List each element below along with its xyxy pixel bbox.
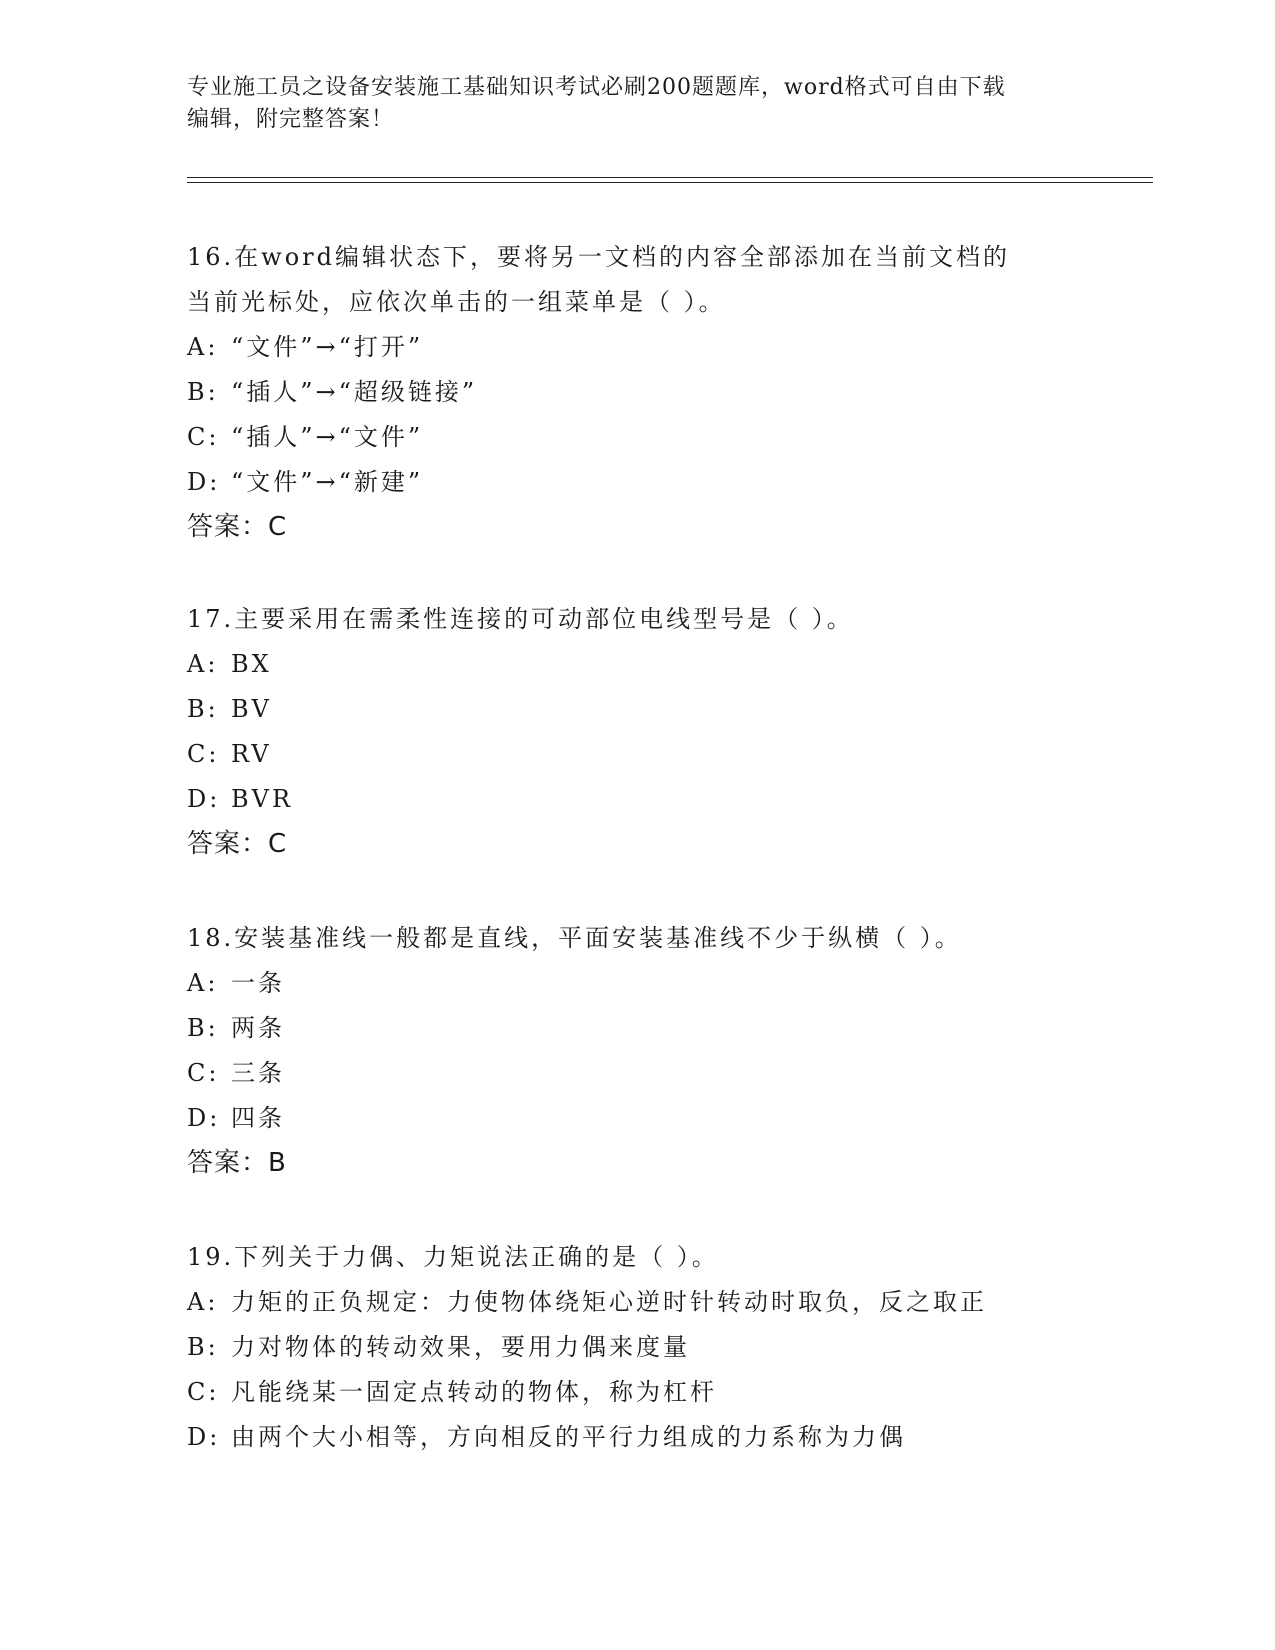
option-c [187,415,1087,460]
option-letter: B: [187,378,219,406]
option-letter: D: [187,1104,221,1132]
question-18 [187,916,1087,1186]
option-text: 三条 [231,1059,285,1087]
option-letter: A: [187,1288,219,1316]
question-stem-line1: 17.主要采用在需柔性连接的可动部位电线型号是（ ）。 [187,605,854,633]
option-text: “插人”→“文件” [231,423,424,451]
option-text: 两条 [231,1014,285,1042]
option-d [187,1415,1087,1460]
option-c [187,1370,1087,1415]
option-b [187,1325,1087,1370]
option-text: “文件”→“新建” [231,468,424,496]
option-letter: B: [187,695,219,723]
option-c [187,732,1087,777]
option-letter: D: [187,1423,221,1451]
question-stem-line1: 18.安装基准线一般都是直线，平面安装基准线不少于纵横（ ）。 [187,924,962,952]
option-letter: A: [187,333,219,361]
option-text: BVR [231,785,294,813]
option-text: 力矩的正负规定：力使物体绕矩心逆时针转动时取负，反之取正 [231,1288,987,1316]
option-text: RV [231,740,272,768]
option-text: 四条 [231,1104,285,1132]
option-text: 一条 [231,969,285,997]
option-a [187,642,1087,687]
option-d [187,1096,1087,1141]
option-b [187,370,1087,415]
header-divider-bottom [187,182,1153,183]
option-letter: D: [187,468,221,496]
answer-line: 答案：B [187,1148,287,1178]
question-19 [187,1235,1087,1460]
answer-line: 答案：C [187,829,288,859]
question-stem-line2: 当前光标处，应依次单击的一组菜单是（ ）。 [187,288,726,316]
option-a [187,961,1087,1006]
option-a [187,1280,1087,1325]
option-text: BX [231,650,272,678]
option-letter: C: [187,1059,220,1087]
option-letter: B: [187,1333,219,1361]
option-a [187,325,1087,370]
option-letter: B: [187,1014,219,1042]
header-title-line1: 专业施工员之设备安装施工基础知识考试必刷200题题库，word格式可自由下载 [187,75,1006,100]
answer-line: 答案：C [187,512,288,542]
option-text: 力对物体的转动效果，要用力偶来度量 [231,1333,690,1361]
option-letter: D: [187,785,221,813]
option-b [187,1006,1087,1051]
option-letter: C: [187,1378,220,1406]
option-letter: A: [187,969,219,997]
option-letter: A: [187,650,219,678]
option-text: “文件”→“打开” [231,333,424,361]
option-text: 凡能绕某一固定点转动的物体，称为杠杆 [231,1378,717,1406]
question-stem-line1: 16.在word编辑状态下，要将另一文档的内容全部添加在当前文档的 [187,243,1010,271]
option-letter: C: [187,423,220,451]
option-text: BV [231,695,272,723]
option-b [187,687,1087,732]
question-stem-line1: 19.下列关于力偶、力矩说法正确的是（ ）。 [187,1243,719,1271]
option-d [187,460,1087,505]
header-divider-top [187,177,1153,178]
option-text: “插人”→“超级链接” [231,378,478,406]
option-letter: C: [187,740,220,768]
option-c [187,1051,1087,1096]
question-17 [187,597,1087,867]
document-header [187,72,1067,136]
header-title-line2: 编辑，附完整答案！ [187,107,395,132]
option-text: 由两个大小相等，方向相反的平行力组成的力系称为力偶 [231,1423,906,1451]
question-16 [187,235,1087,550]
option-d [187,777,1087,822]
